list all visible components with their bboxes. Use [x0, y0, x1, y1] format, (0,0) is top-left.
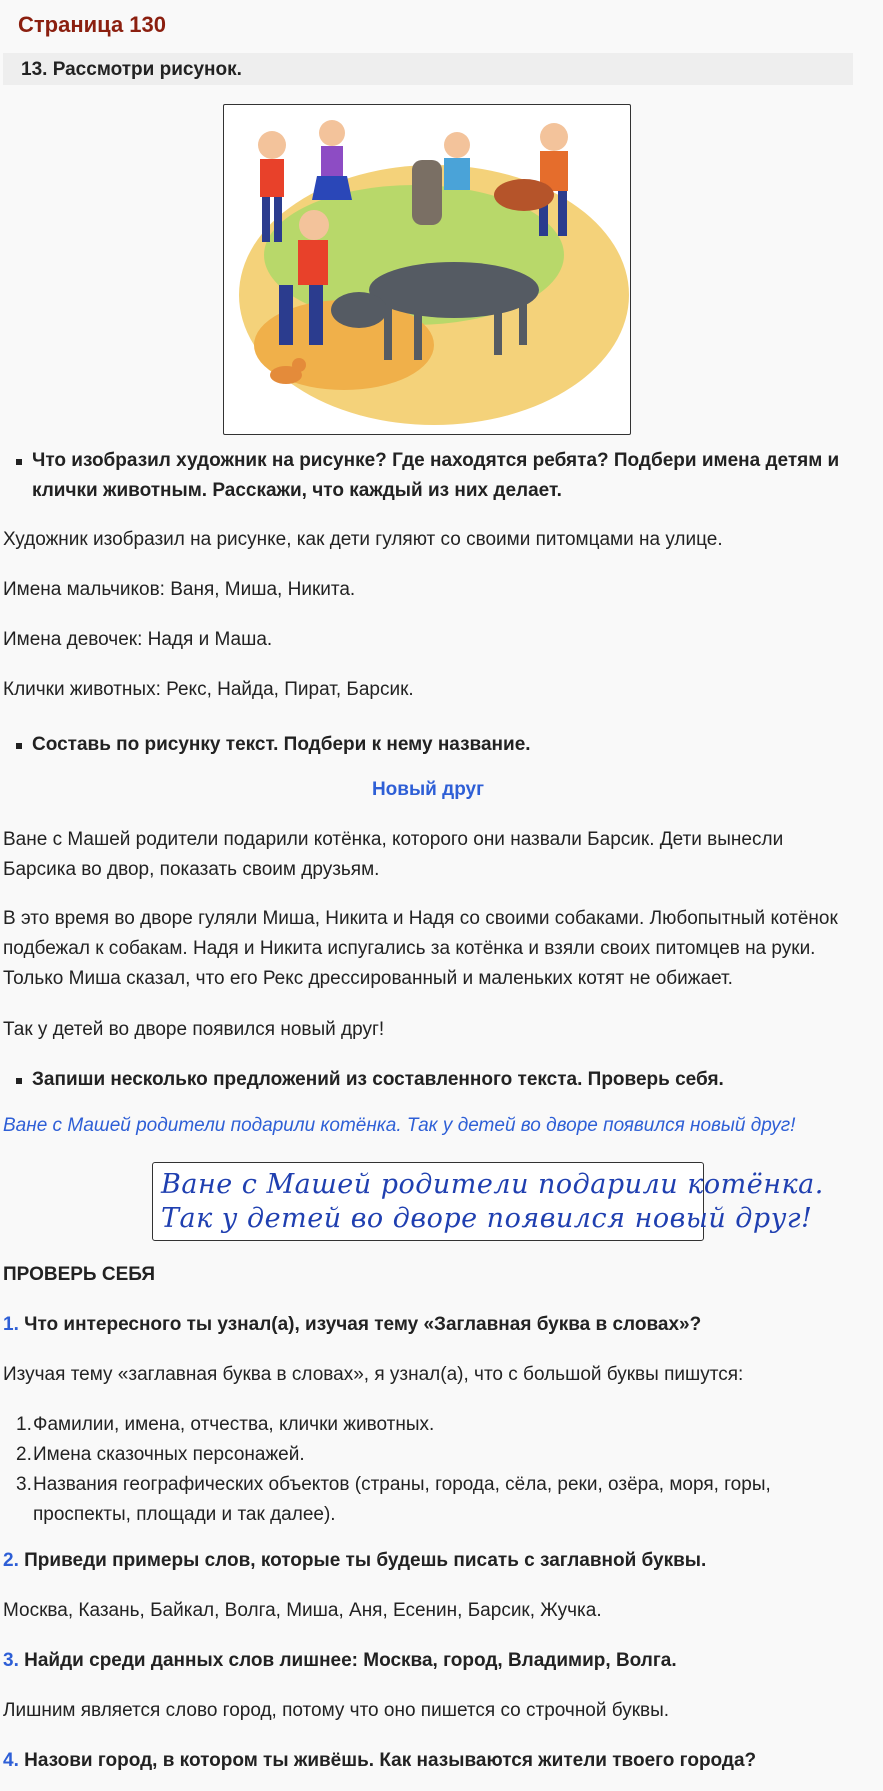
list-item-number: 3. [16, 1474, 32, 1495]
list-item [3, 1410, 883, 1440]
task-heading: 13. Рассмотри рисунок. [3, 53, 853, 85]
handwriting-line-1: Ване с Машей родители подарили котёнка. [161, 1169, 824, 1200]
check-answer-3: Лишним является слово город, потому что оно пишется со строчной буквы. [3, 1700, 670, 1721]
check-question-4 [3, 1746, 853, 1776]
page-title: Страница 130 [18, 12, 166, 37]
check-question-1 [3, 1310, 853, 1340]
list-item-text: Названия географических объектов (страны, города, сёла, реки, озёра, моря, горы, проспекты, площади и так далее). [33, 1474, 771, 1525]
list-item-number: 2. [16, 1444, 32, 1465]
story-paragraph-2: В это время во дворе гуляли Миша, Никита и Надя со своими собаками. Любопытный котёнок подбежал к собакам. Надя и Никита испугались за котёнка и взяли своих питомцев на руки. Только Миша сказал, что его Рекс дрессированный и маленьких котят не обижает. [3, 908, 838, 989]
check-question-2 [3, 1546, 853, 1576]
list-item-text: Фамилии, имена, отчества, клички животных. [33, 1414, 435, 1435]
check-question-1-number: 1. [3, 1314, 19, 1335]
check-question-4-number: 4. [3, 1750, 19, 1771]
answer-girls: Имена девочек: Надя и Маша. [3, 629, 273, 650]
question-bullet-1: Что изобразил художник на рисунке? Где находятся ребята? Подбери имена детям и клички животным. Расскажи, что каждый из них делает. [3, 446, 882, 506]
story-paragraph-1: Ване с Машей родители подарили котёнка, которого они назвали Барсик. Дети вынесли Барсика во двор, показать своим друзьям. [3, 829, 784, 880]
answer-artist: Художник изобразил на рисунке, как дети гуляют со своими питомцами на улице. [3, 529, 723, 550]
written-sentences: Ване с Машей родители подарили котёнка. Так у детей во дворе появился новый друг! [3, 1115, 796, 1136]
check-question-1-text: Что интересного ты узнал(а), изучая тему «Заглавная буква в словах»? [24, 1314, 702, 1335]
question-bullet-3: Запиши несколько предложений из составленного текста. Проверь себя. [3, 1065, 882, 1095]
check-question-3-text: Найди среди данных слов лишнее: Москва, город, Владимир, Волга. [24, 1650, 677, 1671]
check-question-2-number: 2. [3, 1550, 19, 1571]
story-title: Новый друг [371, 779, 485, 800]
check-heading: ПРОВЕРЬ СЕБЯ [3, 1264, 156, 1285]
handwriting-line-2: Так у детей во дворе появился новый друг! [161, 1203, 813, 1234]
list-item-number: 1. [16, 1414, 32, 1435]
check-question-2-text: Приведи примеры слов, которые ты будешь писать с заглавной буквы. [24, 1550, 707, 1571]
answer-boys: Имена мальчиков: Ваня, Миша, Никита. [3, 579, 356, 600]
question-bullet-2: Составь по рисунку текст. Подбери к нему название. [3, 730, 882, 760]
answer-pets: Клички животных: Рекс, Найда, Пират, Барсик. [3, 679, 414, 700]
check-question-3-number: 3. [3, 1650, 19, 1671]
check-question-4-text: Назови город, в котором ты живёшь. Как называются жители твоего города? [24, 1750, 757, 1771]
story-paragraph-3: Так у детей во дворе появился новый друг! [3, 1019, 385, 1040]
illustration-image [223, 104, 631, 435]
check-question-3 [3, 1646, 853, 1676]
list-item-text: Имена сказочных персонажей. [33, 1444, 305, 1465]
check-answer-2: Москва, Казань, Байкал, Волга, Миша, Аня, Есенин, Барсик, Жучка. [3, 1600, 602, 1621]
handwriting-image [152, 1162, 824, 1241]
list-item [3, 1440, 883, 1470]
list-item [3, 1470, 853, 1530]
check-answer-1: Изучая тему «заглавная буква в словах», я узнал(а), что с большой буквы пишутся: [3, 1364, 744, 1385]
children-with-pets-illustration [224, 105, 630, 434]
